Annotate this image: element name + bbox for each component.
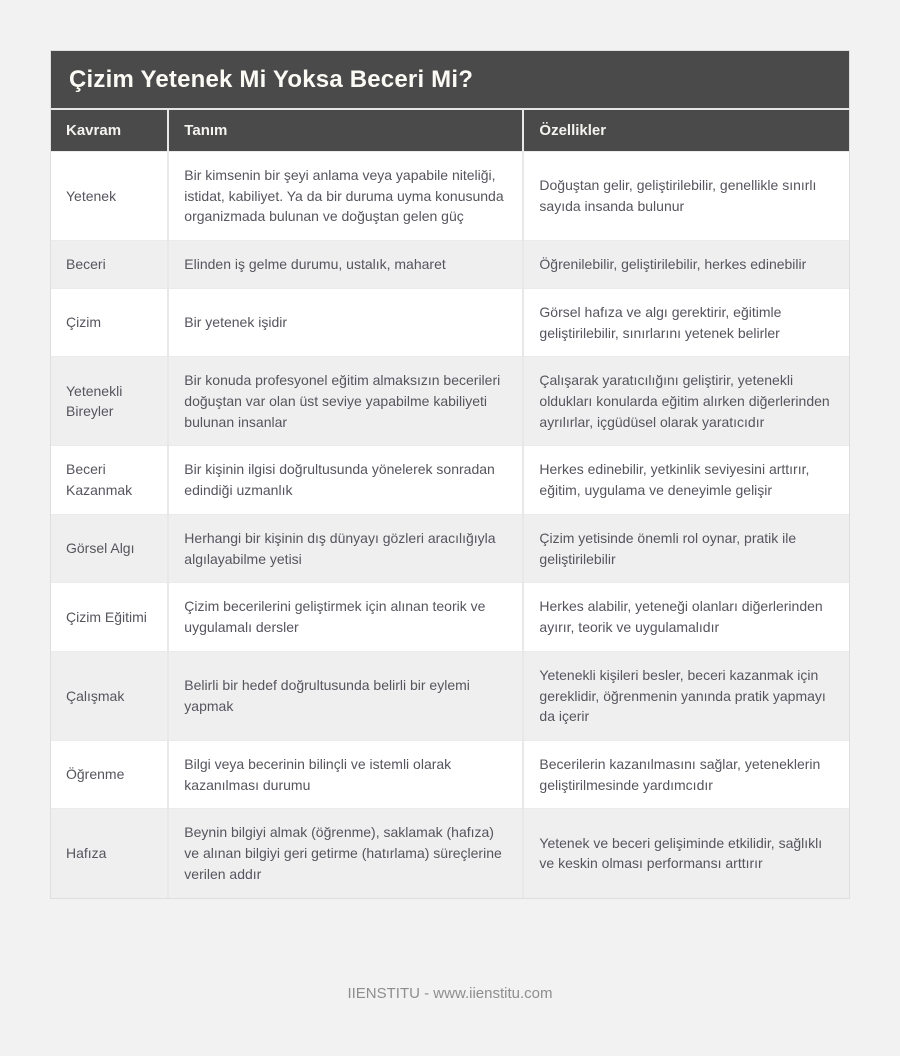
column-header-ozellikler: Özellikler [523,110,849,152]
ozellikler-text: Doğuştan gelir, geliştirilebilir, genellikle sınırlı sayıda insanda bulunur [539,177,817,215]
table-row [51,809,849,898]
kavram-cell [51,651,168,740]
ozellikler-cell [523,514,849,582]
comparison-table-card [50,50,850,899]
table-body [51,152,849,898]
kavram-cell [51,241,168,289]
footer-credit: IIENSTITU - www.iienstitu.com [347,985,553,1002]
ozellikler-cell [523,241,849,289]
kavram-text: Yetenekli Bireyler [66,382,123,420]
kavram-cell [51,740,168,808]
tanim-text: Belirli bir hedef doğrultusunda belirli bir eylemi yapmak [184,677,470,714]
ozellikler-text: Becerilerin kazanılmasını sağlar, yeteneklerin geliştirilmesinde yardımcıdır [539,755,821,793]
table-row [51,740,849,808]
page-title: Çizim Yetenek Mi Yoksa Beceri Mi? [51,51,849,110]
ozellikler-text: Yetenek ve beceri gelişiminde etkilidir, sağlıklı ve keskin olması performansı arttırır [539,834,823,872]
kavram-text: Çizim Eğitimi [66,608,147,625]
kavram-cell [51,514,168,582]
tanim-text: Çizim becerilerini geliştirmek için alınan teorik ve uygulamalı dersler [184,598,486,636]
tanim-text: Bir kimsenin bir şeyi anlama veya yapabile niteliği, istidat, kabiliyet. Ya da bir duruma uyma konusunda organizmada bulunan ve doğuştan gelen güç [184,167,504,225]
kavram-text: Hafıza [66,845,107,862]
kavram-text: Beceri [66,256,106,273]
table-row [51,583,849,651]
tanim-cell [168,288,523,356]
ozellikler-cell [523,152,849,241]
table-row [51,651,849,740]
ozellikler-text: Yetenekli kişileri besler, beceri kazanmak için gereklidir, öğrenmenin yanında pratik yapmayı da içerir [539,666,826,725]
ozellikler-text: Öğrenilebilir, geliştirilebilir, herkes edinebilir [539,256,807,273]
column-header-tanim: Tanım [168,110,523,152]
tanim-cell [168,651,523,740]
tanim-text: Bir kişinin ilgisi doğrultusunda yönelerek sonradan edindiği uzmanlık [184,461,495,499]
kavram-cell [51,152,168,241]
concept-table [51,110,849,898]
table-row [51,357,849,446]
tanim-cell [168,514,523,582]
column-header-kavram: Kavram [51,110,168,152]
kavram-text: Yetenek [66,187,117,204]
tanim-text: Elinden iş gelme durumu, ustalık, maharet [184,256,446,273]
tanim-cell [168,241,523,289]
kavram-text: Görsel Algı [66,540,135,557]
ozellikler-cell [523,740,849,808]
tanim-cell [168,152,523,241]
kavram-cell [51,357,168,446]
kavram-text: Çizim [66,314,101,331]
table-row [51,241,849,289]
ozellikler-text: Herkes alabilir, yeteneği olanları diğerlerinden ayırır, teorik ve uygulamalıdır [539,598,823,636]
tanim-cell [168,740,523,808]
tanim-cell [168,446,523,514]
kavram-text: Çalışmak [66,687,125,704]
ozellikler-text: Çalışarak yaratıcılığını geliştirir, yetenekli oldukları konularda eğitim alırken diğerlerinden ayrılırlar, içgüdüsel olarak yaratıcıdır [539,372,830,430]
tanim-text: Bilgi veya becerinin bilinçli ve istemli olarak kazanılması durumu [184,755,452,793]
tanim-text: Bir konuda profesyonel eğitim almaksızın becerileri doğuştan var olan üst seviye yapabilme kabiliyeti bulunan insanlar [184,372,501,430]
tanim-cell [168,357,523,446]
ozellikler-text: Herkes edinebilir, yetkinlik seviyesini arttırır, eğitim, uygulama ve deneyimle gelişir [539,461,810,499]
tanim-cell [168,583,523,651]
table-row [51,288,849,356]
ozellikler-cell [523,357,849,446]
kavram-cell [51,288,168,356]
tanim-text: Herhangi bir kişinin dış dünyayı gözleri aracılığıyla algılayabilme yetisi [184,529,496,567]
table-row [51,152,849,241]
kavram-text: Beceri Kazanmak [66,461,133,499]
kavram-cell [51,583,168,651]
kavram-cell [51,809,168,898]
kavram-text: Öğrenme [66,766,125,783]
ozellikler-text: Görsel hafıza ve algı gerektirir, eğitimle geliştirilebilir, sınırlarını yetenek belirler [539,303,782,341]
ozellikler-cell [523,288,849,356]
tanim-text: Bir yetenek işidir [184,314,287,331]
tanim-cell [168,809,523,898]
tanim-text: Beynin bilgiyi almak (öğrenme), saklamak (hafıza) ve alınan bilgiyi geri getirme (hatırlama) süreçlerine verilen addır [184,824,502,882]
ozellikler-cell [523,651,849,740]
table-row [51,514,849,582]
ozellikler-cell [523,809,849,898]
ozellikler-cell [523,446,849,514]
header-row [51,110,849,152]
table-row [51,446,849,514]
kavram-cell [51,446,168,514]
ozellikler-text: Çizim yetisinde önemli rol oynar, pratik ile geliştirilebilir [539,529,797,567]
table-header [51,110,849,152]
ozellikler-cell [523,583,849,651]
